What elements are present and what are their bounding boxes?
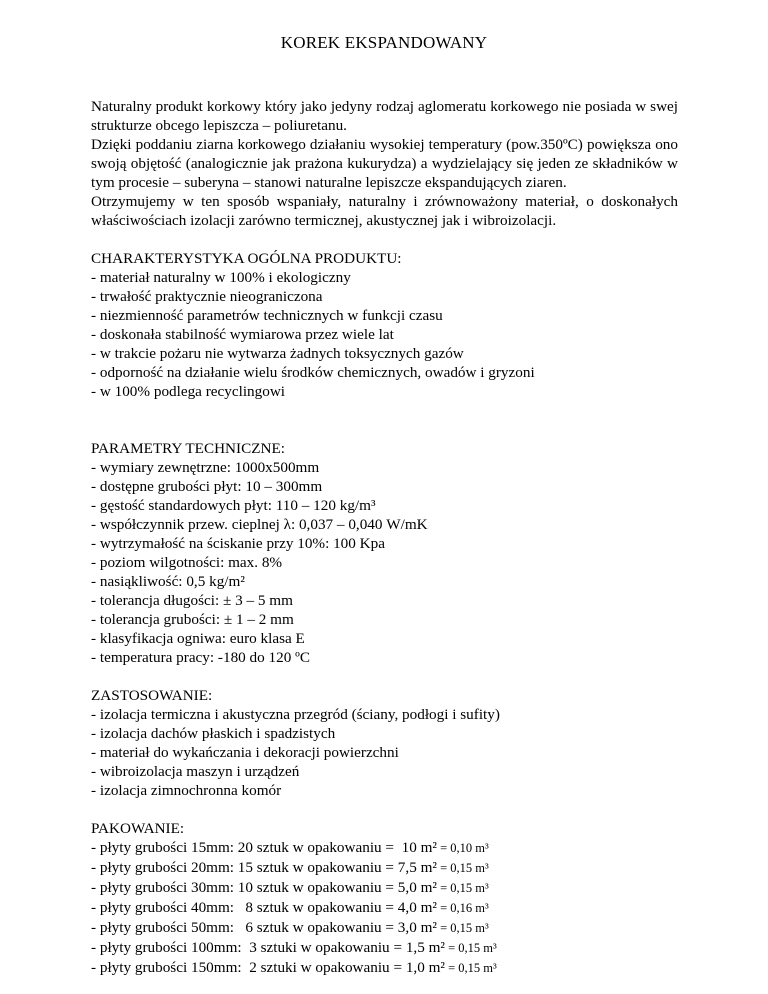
packaging-volume: = 0,15 m³ bbox=[436, 881, 489, 895]
list-item: - poziom wilgotności: max. 8% bbox=[91, 554, 283, 571]
list-item: - izolacja dachów płaskich i spadzistych bbox=[91, 725, 336, 742]
list-item bbox=[91, 958, 678, 978]
intro-paragraph-3: Otrzymujemy w ten sposób wspaniały, naturalny i zrównoważony materiał, o doskonałych właściwościach izolacji zarówno termicznej, akustycznej jak i wibroizolacji. bbox=[91, 193, 678, 229]
packaging-main: - płyty grubości 150mm: 2 sztuki w opakowaniu = 1,0 m² bbox=[91, 959, 445, 976]
list-item: - izolacja zimnochronna komór bbox=[91, 782, 282, 799]
list-item: - wibroizolacja maszyn i urządzeń bbox=[91, 763, 300, 780]
list-item: - materiał naturalny w 100% i ekologiczny bbox=[91, 269, 351, 286]
list-item: - współczynnik przew. cieplnej λ: 0,037 – 0,040 W/mK bbox=[91, 516, 428, 533]
list-item: - wytrzymałość na ściskanie przy 10%: 100 Kpa bbox=[91, 535, 385, 552]
list-item: - nasiąkliwość: 0,5 kg/m² bbox=[91, 573, 245, 590]
section-heading: CHARAKTERYSTYKA OGÓLNA PRODUKTU: bbox=[91, 250, 402, 267]
packaging-volume: = 0,10 m³ bbox=[436, 841, 489, 855]
document-body bbox=[91, 97, 678, 978]
list-item: - w 100% podlega recyclingowi bbox=[91, 383, 286, 400]
packaging-volume: = 0,15 m³ bbox=[444, 961, 497, 975]
list-item bbox=[91, 858, 678, 878]
list-item: - tolerancja długości: ± 3 – 5 mm bbox=[91, 592, 293, 609]
packaging-main: - płyty grubości 20mm: 15 sztuk w opakowaniu = 7,5 m² bbox=[91, 859, 437, 876]
section-heading: ZASTOSOWANIE: bbox=[91, 687, 213, 704]
packaging-main: - płyty grubości 15mm: 20 sztuk w opakowaniu = 10 m² bbox=[91, 839, 437, 856]
intro-paragraph-2: Dzięki poddaniu ziarna korkowego działaniu wysokiej temperatury (pow.350ºC) powiększa ono swoją objętość (analogicznie jak prażona kukurydza) a wydzielający się jeden ze składników w tym procesie – suberyna – stanowi naturalne lepiszcze ekspandujących ziaren. bbox=[91, 136, 678, 191]
packaging-section bbox=[91, 819, 678, 978]
list-item: - dostępne grubości płyt: 10 – 300mm bbox=[91, 478, 323, 495]
list-item bbox=[91, 918, 678, 938]
packaging-volume: = 0,16 m³ bbox=[436, 901, 489, 915]
packaging-main: - płyty grubości 30mm: 10 sztuk w opakowaniu = 5,0 m² bbox=[91, 879, 437, 896]
list-item bbox=[91, 898, 678, 918]
list-item: - temperatura pracy: -180 do 120 ºC bbox=[91, 649, 310, 666]
applications-section bbox=[91, 686, 678, 800]
list-item: - trwałość praktycznie nieograniczona bbox=[91, 288, 323, 305]
packaging-volume: = 0,15 m³ bbox=[436, 861, 489, 875]
list-item: - izolacja termiczna i akustyczna przegród (ściany, podłogi i sufity) bbox=[91, 706, 500, 723]
list-item: - materiał do wykańczania i dekoracji powierzchni bbox=[91, 744, 399, 761]
packaging-volume: = 0,15 m³ bbox=[436, 921, 489, 935]
list-item: - gęstość standardowych płyt: 110 – 120 kg/m³ bbox=[91, 497, 376, 514]
packaging-main: - płyty grubości 50mm: 6 sztuk w opakowaniu = 3,0 m² bbox=[91, 919, 437, 936]
list-item bbox=[91, 938, 678, 958]
section-heading: PARAMETRY TECHNICZNE: bbox=[91, 440, 285, 457]
list-item: - w trakcie pożaru nie wytwarza żadnych toksycznych gazów bbox=[91, 345, 464, 362]
packaging-volume: = 0,15 m³ bbox=[444, 941, 497, 955]
characteristics-section bbox=[91, 249, 678, 401]
list-item: - wymiary zewnętrzne: 1000x500mm bbox=[91, 459, 320, 476]
intro-paragraph-1: Naturalny produkt korkowy który jako jedyny rodzaj aglomeratu korkowego nie posiada w swej strukturze obcego lepiszcza – poliuretanu. bbox=[91, 98, 678, 134]
section-heading: PAKOWANIE: bbox=[91, 820, 185, 837]
list-item: - tolerancja grubości: ± 1 – 2 mm bbox=[91, 611, 294, 628]
parameters-section bbox=[91, 439, 678, 667]
list-item: - odporność na działanie wielu środków chemicznych, owadów i gryzoni bbox=[91, 364, 535, 381]
list-item bbox=[91, 838, 678, 858]
list-item: - klasyfikacja ogniwa: euro klasa E bbox=[91, 630, 305, 647]
packaging-main: - płyty grubości 100mm: 3 sztuki w opakowaniu = 1,5 m² bbox=[91, 939, 445, 956]
packaging-main: - płyty grubości 40mm: 8 sztuk w opakowaniu = 4,0 m² bbox=[91, 899, 437, 916]
list-item: - doskonała stabilność wymiarowa przez wiele lat bbox=[91, 326, 394, 343]
list-item bbox=[91, 878, 678, 898]
page-title: KOREK EKSPANDOWANY bbox=[280, 33, 488, 52]
list-item: - niezmienność parametrów technicznych w funkcji czasu bbox=[91, 307, 443, 324]
